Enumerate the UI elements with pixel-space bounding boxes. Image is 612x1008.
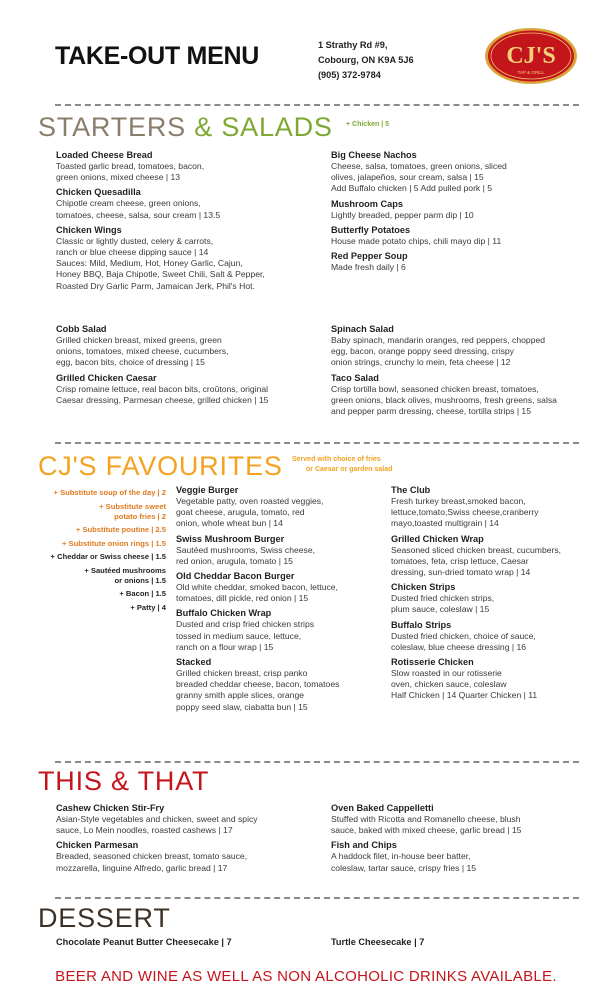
menu-item-description: Baby spinach, mandarin oranges, red peppers, chopped egg, bacon, orange poppy seed dressing, crispy onion strings, crunchy lo mein, feta cheese | 12 [331, 335, 546, 368]
menu-item-description: Old white cheddar, smoked bacon, lettuce, tomatoes, dill pickle, red onion | 15 [176, 582, 338, 604]
menu-item-name: Buffalo Chicken Wrap [176, 608, 272, 619]
menu-item-description: Vegetable patty, oven roasted veggies, goat cheese, arugula, tomato, red onion, whole wheat bun | 14 [176, 496, 324, 529]
menu-item-description: Grilled chicken breast, mixed greens, green onions, tomatoes, mixed cheese, cucumbers, egg, bacon bits, choice of dressing | 15 [56, 335, 229, 368]
menu-item [176, 607, 388, 653]
add-chicken-note: + Chicken | 5 [346, 121, 390, 128]
menu-item-description: Dusted fried chicken strips, plum sauce, coleslaw | 15 [391, 593, 495, 615]
menu-item [176, 533, 388, 567]
menu-item-name: Veggie Burger [176, 485, 239, 495]
menu-item-description: Fresh turkey breast,smoked bacon, lettuce,tomato,Swiss cheese,cranberry mayo,toasted multigrain | 14 [391, 496, 539, 529]
menu-item-name: Grilled Chicken Caesar [56, 372, 157, 383]
salads-heading-part: & SALADS [194, 112, 333, 142]
menu-item [391, 484, 606, 530]
menu-item [331, 839, 601, 873]
menu-item-name: Taco Salad [331, 372, 379, 383]
favourites-middle-column [176, 484, 388, 716]
menu-item [176, 656, 388, 713]
logo-text: CJ'S [506, 43, 556, 69]
starters-left-column [56, 149, 326, 295]
menu-item [331, 198, 601, 221]
divider [55, 761, 579, 763]
favourites-note-line-1: Served with choice of fries [292, 456, 381, 463]
menu-item [331, 149, 601, 195]
menu-item-name: Chicken Quesadilla [56, 187, 141, 198]
dessert-item-turtle: Turtle Cheesecake | 7 [331, 937, 425, 947]
menu-item-name: Big Cheese Nachos [331, 150, 417, 160]
substitution-option: + Patty | 4 [130, 602, 166, 612]
favourites-note-line-2: or Caesar or garden salad [306, 466, 393, 473]
dessert-heading: DESSERT [38, 903, 171, 933]
favourites-right-column [391, 484, 606, 705]
logo-subtext: TAP & GRILL [517, 70, 545, 75]
favourites-heading: CJ'S FAVOURITES [38, 451, 283, 481]
menu-item [331, 802, 601, 836]
menu-item [331, 323, 601, 369]
menu-item-name: Mushroom Caps [331, 198, 403, 209]
this-that-right-column [331, 802, 601, 877]
menu-item-name: Stacked [176, 657, 212, 668]
menu-item-name: Swiss Mushroom Burger [176, 533, 285, 544]
substitution-option: + Substitute onion rings | 1.5 [61, 538, 166, 548]
address-line-1: 1 Strathy Rd #9, [318, 40, 388, 50]
menu-item-name: Butterfly Potatoes [331, 224, 411, 235]
salads-right-column [331, 323, 601, 420]
substitution-option: + Substitute poutine | 2.5 [75, 525, 166, 534]
substitution-option: + Substitute soup of the day | 2 [53, 488, 166, 497]
menu-item [56, 372, 326, 406]
menu-item-description: Slow roasted in our rotisserie oven, chicken sauce, coleslaw Half Chicken | 14 Quarter Chicken | 11 [391, 668, 538, 701]
menu-item-name: Cobb Salad [56, 324, 107, 334]
menu-item-description: Seasoned sliced chicken breast, cucumbers, tomatoes, feta, crisp lettuce, Caesar dressing, sun-dried tomato wrap | 14 [391, 544, 562, 578]
menu-item-description: Grilled chicken breast, crisp panko breaded cheddar cheese, bacon, tomatoes granny smith apple slices, orange poppy seed slaw, ciabatta bun | 15 [176, 668, 340, 712]
favourites-note [292, 455, 392, 475]
menu-item-name: Spinach Salad [331, 324, 394, 334]
menu-item-name: Old Cheddar Bacon Burger [176, 571, 295, 582]
phone-number: (905) 372-9784 [318, 70, 381, 80]
menu-item-name: Loaded Cheese Bread [56, 150, 153, 160]
menu-item [391, 533, 606, 579]
menu-item-name: Oven Baked Cappelletti [331, 803, 434, 813]
divider [55, 442, 579, 444]
this-that-left-column [56, 802, 326, 877]
menu-item-description: Dusted fried chicken, choice of sauce, coleslaw, blue cheese dressing | 16 [391, 630, 536, 652]
starters-salads-heading [38, 112, 333, 142]
menu-item-name: Chicken Wings [56, 224, 122, 235]
page-title: TAKE-OUT MENU [55, 42, 259, 70]
address-line-2: Cobourg, ON K9A 5J6 [318, 55, 414, 65]
menu-header [0, 0, 612, 100]
starters-heading-part: STARTERS [38, 112, 186, 142]
menu-item [56, 149, 326, 183]
substitution-option: + Sautéed mushrooms or onions | 1.5 [84, 565, 166, 585]
menu-item-description: Sautéed mushrooms, Swiss cheese, red onion, arugula, tomato | 15 [176, 544, 315, 566]
divider [55, 897, 579, 899]
substitution-option: + Cheddar or Swiss cheese | 1.5 [50, 552, 166, 561]
menu-item [391, 656, 606, 702]
menu-item [56, 802, 326, 836]
restaurant-address [318, 38, 414, 83]
salads-left-column [56, 323, 326, 409]
menu-item-description: Breaded, seasoned chicken breast, tomato sauce, mozzarella, linguine Alfredo, garlic bread | 17 [56, 851, 248, 873]
menu-item-description: Classic or lightly dusted, celery & carrots, ranch or blue cheese dipping sauce | 14 Sauces: Mild, Medium, Hot, Honey Garlic, Cajun, Honey BBQ, Baja Chipotle, Sweet Chili, Salt & Pepper, Roasted Dry Garlic Parm, Jamaican Jerk, Phil's Hot. [56, 235, 265, 291]
menu-item-name: The Club [391, 485, 431, 495]
menu-item [56, 186, 326, 220]
menu-item-name: Chicken Strips [391, 582, 456, 593]
menu-item-description: Asian-Style vegetables and chicken, sweet and spicy sauce, Lo Mein noodles, roasted cashews | 17 [56, 814, 258, 836]
menu-item-description: Crisp romaine lettuce, real bacon bits, croûtons, original Caesar dressing, Parmesan cheese, grilled chicken | 15 [56, 383, 269, 405]
menu-item-description: Chipotle cream cheese, green onions, tomatoes, cheese, salsa, sour cream | 13.5 [56, 198, 221, 220]
this-and-that-heading: THIS & THAT [38, 766, 210, 796]
menu-item-description: Cheese, salsa, tomatoes, green onions, sliced olives, jalapeños, sour cream, salsa | 15 Add Buffalo chicken | 5 Add pulled pork | 5 [331, 161, 507, 194]
menu-item-description: Toasted garlic bread, tomatoes, bacon, green onions, mixed cheese | 13 [56, 161, 205, 183]
menu-item-description: Lightly breaded, pepper parm dip | 10 [331, 209, 474, 220]
divider [55, 104, 579, 106]
menu-item [176, 570, 388, 604]
menu-item-description: Stuffed with Ricotta and Romanello cheese, blush sauce, baked with mixed cheese, garlic bread | 15 [331, 814, 522, 836]
menu-item-name: Grilled Chicken Wrap [391, 533, 484, 544]
menu-item-name: Rotisserie Chicken [391, 657, 474, 668]
menu-item [176, 484, 388, 530]
menu-item [331, 224, 601, 247]
menu-item-description: Crisp tortilla bowl, seasoned chicken breast, tomatoes, green onions, black olives, mushrooms, fresh greens, salsa and pepper parm dressing, cheese, tortilla strips | 15 [331, 383, 557, 417]
menu-item-description: Dusted and crisp fried chicken strips tossed in medium sauce, lettuce, ranch on a flour wrap | 15 [176, 619, 315, 652]
menu-item-description: A haddock filet, in-house beer batter, coleslaw, tartar sauce, crispy fries | 15 [331, 851, 477, 873]
menu-item-name: Fish and Chips [331, 840, 397, 851]
menu-item-name: Cashew Chicken Stir-Fry [56, 803, 165, 813]
menu-item [56, 323, 326, 369]
menu-item-name: Chicken Parmesan [56, 840, 139, 851]
menu-item-name: Buffalo Strips [391, 619, 452, 630]
menu-item [331, 250, 601, 273]
menu-item [56, 839, 326, 873]
drinks-footer: BEER AND WINE AS WELL AS NON ALCOHOLIC DRINKS AVAILABLE. [55, 968, 557, 985]
starters-right-column [331, 149, 601, 276]
menu-item [391, 619, 606, 653]
menu-item [331, 372, 601, 418]
menu-item-name: Red Pepper Soup [331, 251, 408, 262]
cjs-logo [483, 26, 579, 86]
substitution-option: + Substitute sweet potato fries | 2 [99, 501, 166, 521]
menu-item-description: House made potato chips, chili mayo dip | 11 [331, 235, 502, 246]
menu-item [56, 224, 326, 292]
menu-item-description: Made fresh daily | 6 [331, 262, 406, 273]
menu-item [391, 581, 606, 615]
dessert-item-cheesecake-pb: Chocolate Peanut Butter Cheesecake | 7 [56, 937, 232, 947]
substitutions-list [20, 488, 166, 616]
substitution-option: + Bacon | 1.5 [119, 589, 166, 598]
